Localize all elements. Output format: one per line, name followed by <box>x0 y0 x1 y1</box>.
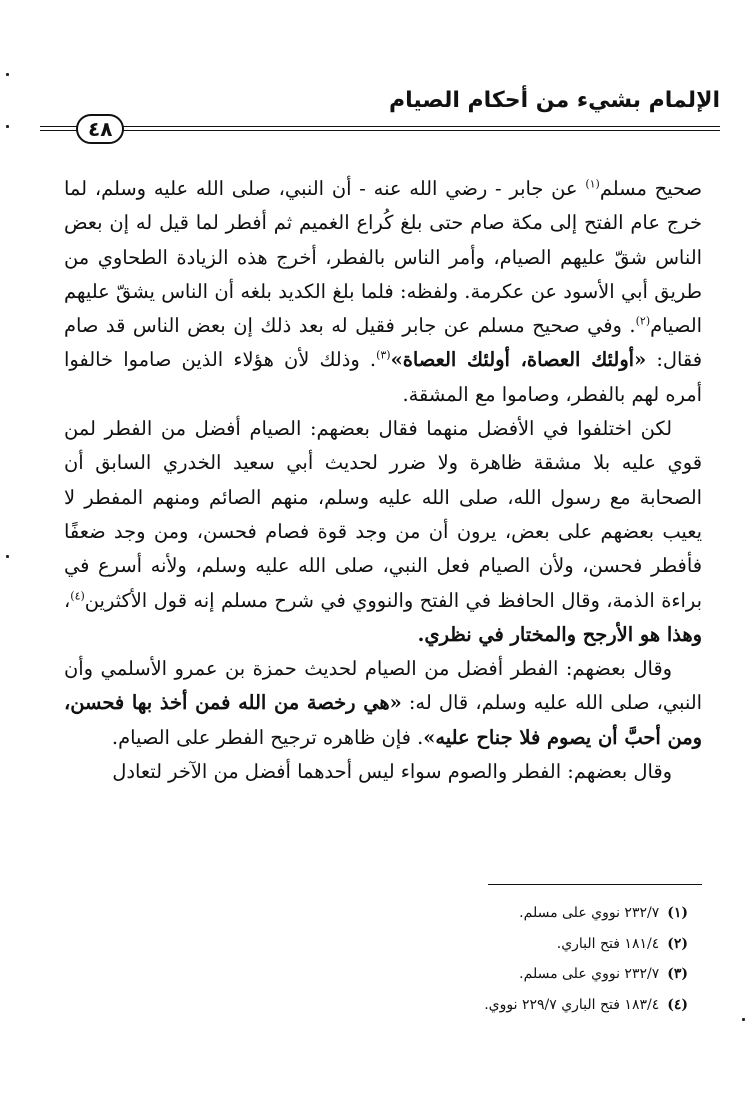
text-run: . وذلك لأن هؤلاء الذين صاموا خالفوا أمره لهم بالفطر، وصاموا مع المشقة. <box>64 348 702 406</box>
text-run: عن جابر - رضي الله عنه - أن النبي، صلى الله عليه وسلم، لما خرج عام الفتح إلى مكة صام حتى بلغ كُراع الغميم ثم أفطر لما قيل له إن بعض الناس شقّ عليهم الصيام، وأمر الناس بالفطر، أخرج هذه الزيادة الطحاوي من طريق أبي الأسود عن عكرمة. ولفظه: فلما بلغ الكديد بلغه أن الناس يشقّ عليهم الصيام <box>64 177 702 338</box>
paragraph <box>64 172 702 412</box>
scan-mark <box>6 73 9 76</box>
footnote-ref: (٣) <box>376 349 391 363</box>
header-rule <box>40 126 720 131</box>
footnote-number: (٤) <box>667 996 688 1013</box>
footnote <box>88 959 688 990</box>
footnote-text: ٢٣٢/٧ نووي على مسلم. <box>519 905 660 921</box>
text-run: صحيح مسلم <box>599 177 702 200</box>
bold-text: «أولئك العصاة، أولئك العصاة» <box>390 348 647 372</box>
page-number: ٤٨ <box>76 114 124 144</box>
footnote-ref: (١) <box>585 177 600 191</box>
text-run: . وفي صحيح مسلم عن جابر فقيل له بعد ذلك إن بعض الناس قد صام فقال: <box>64 314 702 372</box>
footnote-text: ١٨١/٤ فتح الباري. <box>556 935 660 952</box>
page-header <box>40 88 720 148</box>
text-run: لكن اختلفوا في الأفضل منهما فقال بعضهم: الصيام أفضل من الفطر لمن قوي عليه بلا مشقة ظاهرة ولا ضرر لحديث أبي سعيد الخدري السابق أن الصحابة مع رسول الله، صلى الله عليه وسلم، منهم الصائم ومنهم المفطر لا يعيب بعضهم على بعض، يرون أن من وجد قوة فصام فحسن، ومن وجد ضعفًا فأفطر فحسن، ولأن الصيام فعل النبي، صلى الله عليه وسلم، ولأنه أسرع في براءة الذمة، وقال الحافظ في الفتح والنووي في شرح مسلم إنه قول الأكثرين <box>64 417 702 612</box>
text-run: . فإن ظاهره ترجيح الفطر على الصيام. <box>111 725 424 749</box>
footnote-ref: (٢) <box>635 314 651 328</box>
footnotes <box>88 898 688 1020</box>
bold-text: «هي رخصة من الله فمن أخذ بها فحسن، ومن أحبَّ أن يصوم فلا جناح عليه» <box>64 691 702 749</box>
text-run: وقال بعضهم: الفطر والصوم سواء ليس أحدهما أفضل من الآخر لتعادل <box>112 760 672 784</box>
footnote <box>88 898 688 929</box>
text-run: وقال بعضهم: الفطر أفضل من الصيام لحديث حمزة بن عمرو الأسلمي وأن النبي، صلى الله عليه وسلم، قال له: <box>64 657 702 715</box>
footnote-rule <box>488 884 702 885</box>
footnote-number: (٢) <box>667 935 688 952</box>
footnote-ref: (٤) <box>70 589 85 603</box>
header-rule-dash <box>40 130 70 131</box>
paragraph <box>64 412 702 652</box>
paragraph <box>64 755 702 789</box>
text-run: ، <box>64 588 71 612</box>
bold-text: وهذا هو الأرجح والمختار في نظري. <box>417 622 702 646</box>
scan-mark <box>6 125 9 128</box>
footnote <box>88 990 688 1021</box>
footnote <box>88 929 688 960</box>
footnote-number: (١) <box>667 905 688 921</box>
footnote-number: (٣) <box>667 966 688 982</box>
footnote-text: ١٨٣/٤ فتح الباري ٢٢٩/٧ نووي. <box>484 996 660 1013</box>
running-title: الإلمام بشيء من أحكام الصيام <box>389 88 720 113</box>
body-text <box>64 172 702 789</box>
scan-mark <box>742 1018 745 1021</box>
paragraph <box>64 652 702 755</box>
scan-mark <box>6 555 9 558</box>
footnote-text: ٢٣٢/٧ نووي على مسلم. <box>519 966 660 982</box>
